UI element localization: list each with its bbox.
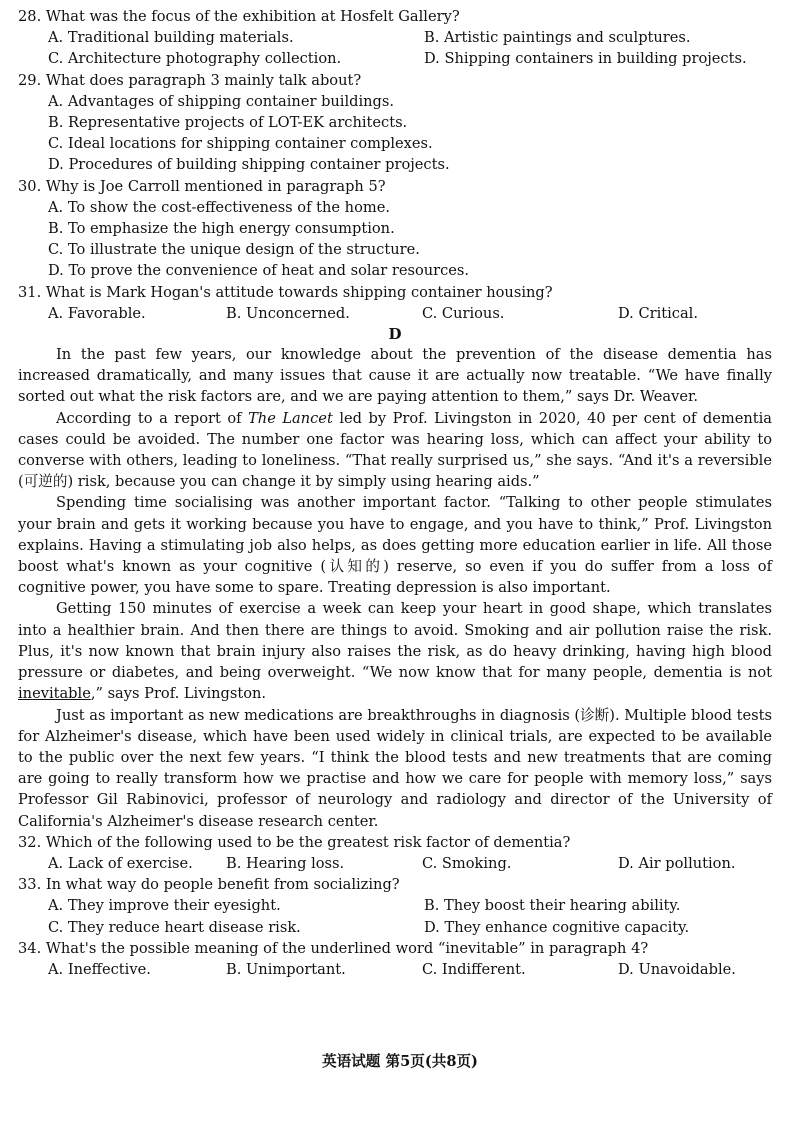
option-b: B. To emphasize the high energy consumption.: [48, 220, 395, 238]
underlined-word: inevitable: [18, 685, 91, 703]
paragraph-3: Spending time socialising was another important factor. “Talking to other people stimulates your brain and gets it working because you have to engage, and you have to think,” Prof. Livingston explains. Having a stimulating job also helps, as does getting more education earlier in life. All those boost what's known as your cognitive (认知的) reserve, so even if you do suffer from a loss of cognitive power, you have some to spare. Treating depression is also important.: [18, 494, 772, 597]
question-32: [18, 832, 772, 874]
section-heading: D: [388, 325, 402, 344]
option-d: D. Air pollution.: [618, 854, 736, 872]
option-list: [18, 27, 772, 69]
option-a: A. Lack of exercise.: [48, 854, 193, 872]
option-c: C. They reduce heart disease risk.: [48, 918, 301, 936]
option-d: D. They enhance cognitive capacity.: [424, 918, 690, 936]
option-list: [18, 197, 772, 282]
option-a: A. They improve their eyesight.: [48, 897, 281, 915]
source-title: The Lancet: [248, 409, 333, 427]
paragraph-4: [18, 598, 772, 704]
question-28: [18, 6, 772, 70]
option-d: D. Unavoidable.: [618, 960, 736, 978]
paragraph-1: In the past few years, our knowledge about the prevention of the disease dementia has increased dramatically, and many issues that cause it are actually now treatable. “We have finally sorted out what the risk factors are, and we are paying attention to them,” says Dr. Weaver.: [18, 346, 772, 406]
paragraph-4-text-end: ,” says Prof. Livingston.: [90, 685, 267, 703]
option-b: B. Unimportant.: [226, 960, 346, 978]
paragraph-2: [18, 408, 772, 493]
option-b: B. Representative projects of LOT-EK architects.: [48, 114, 408, 132]
option-d: D. Shipping containers in building projects.: [424, 50, 747, 68]
question-31: [18, 282, 772, 324]
question-29: [18, 70, 772, 176]
option-d: D. Procedures of building shipping container projects.: [48, 156, 450, 174]
paragraph-2-text-start: According to a report of: [56, 409, 249, 427]
option-list: [18, 303, 772, 324]
option-c: C. Indifferent.: [422, 960, 526, 978]
option-b: B. They boost their hearing ability.: [424, 897, 681, 915]
option-list: [18, 959, 772, 980]
option-d: D. To prove the convenience of heat and solar resources.: [48, 262, 470, 280]
option-d: D. Critical.: [618, 304, 698, 322]
question-33: [18, 874, 772, 938]
option-c: C. Curious.: [422, 304, 505, 322]
question-stem: 32. Which of the following used to be the greatest risk factor of dementia?: [18, 833, 571, 851]
option-c: C. Smoking.: [422, 854, 512, 872]
option-a: A. To show the cost-effectiveness of the home.: [48, 198, 390, 216]
option-b: B. Unconcerned.: [226, 304, 350, 322]
question-stem: 28. What was the focus of the exhibition at Hosfelt Gallery?: [18, 8, 460, 25]
option-list: [18, 91, 772, 176]
paragraph-2-text-end: led by Prof. Livingston in 2020, 40 per cent of dementia cases could be avoided. The number one factor was hearing loss, which can affect your ability to converse with others, leading to loneliness. “That really surprised us,” she says. “And it's a reversible (可逆的) risk, because you can change it by simply using hearing aids.”: [18, 409, 772, 491]
option-b: B. Hearing loss.: [226, 854, 345, 872]
question-stem: 34. What's the possible meaning of the underlined word “inevitable” in paragraph 4?: [18, 939, 649, 957]
option-a: A. Ineffective.: [48, 960, 151, 978]
question-30: [18, 176, 772, 282]
question-stem: 30. Why is Joe Carroll mentioned in paragraph 5?: [18, 177, 386, 195]
option-c: C. Architecture photography collection.: [48, 50, 342, 68]
option-b: B. Artistic paintings and sculptures.: [424, 29, 691, 47]
option-a: A. Traditional building materials.: [48, 29, 294, 47]
option-a: A. Advantages of shipping container buildings.: [48, 92, 395, 110]
option-a: A. Favorable.: [48, 304, 146, 322]
question-stem: 33. In what way do people benefit from socializing?: [18, 876, 400, 894]
question-stem: 31. What is Mark Hogan's attitude towards shipping container housing?: [18, 283, 553, 301]
option-c: C. To illustrate the unique design of the structure.: [48, 241, 420, 259]
paragraph-4-text-start: Getting 150 minutes of exercise a week can keep your heart in good shape, which translates into a healthier brain. And then there are things to avoid. Smoking and air pollution raise the risk. Plus, it's now known that brain injury also raises the risk, as do heavy drinking, having high blood pressure or diabetes, and being overweight. “We now know that for many people, dementia is not: [18, 600, 772, 682]
option-list: [18, 895, 772, 937]
page-footer: 英语试题 第5页(共8页): [322, 1053, 478, 1070]
paragraph-5: Just as important as new medications are breakthroughs in diagnosis (诊断). Multiple blood tests for Alzheimer's disease, which have been used widely in clinical trials, are expected to be available to the public over the next few years. “I think the blood tests and new treatments that are coming are going to really transform how we practise and how we care for people with memory loss,” says Professor Gil Rabinovici, professor of neurology and radiology and director of the University of California's Alzheimer's disease research center.: [18, 706, 772, 830]
question-stem: 29. What does paragraph 3 mainly talk about?: [18, 71, 362, 89]
option-list: [18, 853, 772, 874]
option-c: C. Ideal locations for shipping container complexes.: [48, 135, 433, 153]
reading-passage: [18, 344, 772, 832]
question-34: [18, 938, 772, 980]
